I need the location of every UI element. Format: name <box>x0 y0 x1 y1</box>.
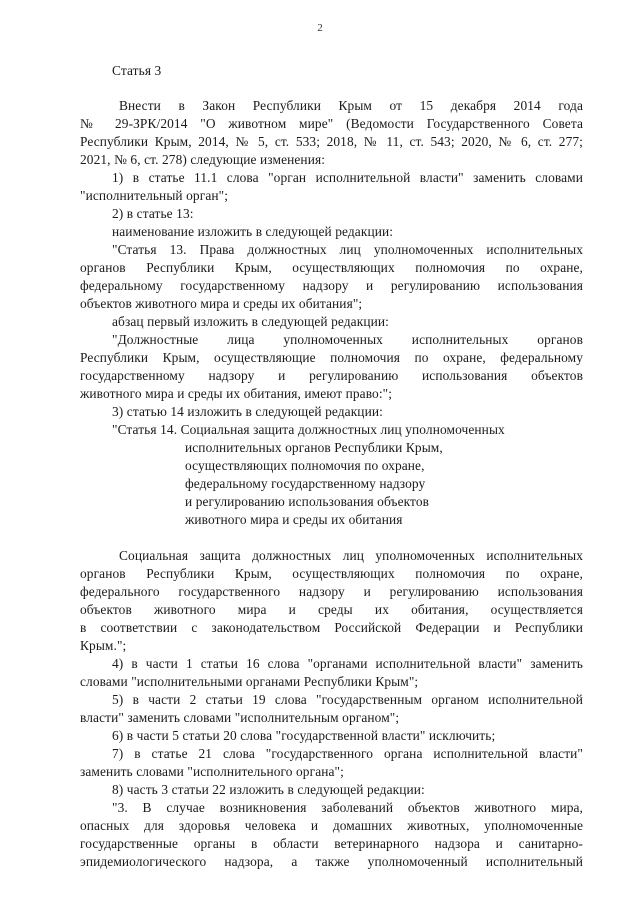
paragraph-line: "Должностные лица уполномоченных исполнительных органов <box>112 332 583 347</box>
paragraph-line: федерального государственного надзору и регулированию использования <box>80 584 583 599</box>
paragraph-line: наименование изложить в следующей редакции: <box>112 224 394 239</box>
paragraph-line: Внести в Закон Республики Крым от 15 декабря 2014 года <box>119 98 583 113</box>
article-heading-line: "Статья 14. Социальная защита должностных лиц уполномоченных <box>112 422 505 437</box>
paragraph-line: эпидемиологического надзора, а также уполномоченный исполнительный <box>80 854 583 869</box>
paragraph-line: 1) в статье 11.1 слова "орган исполнительной власти" заменить словами <box>112 170 583 185</box>
paragraph-line: "3. В случае возникновения заболеваний объектов животного мира, <box>112 800 583 815</box>
article-title: Статья 3 <box>112 63 162 78</box>
page-number: 2 <box>317 22 323 34</box>
paragraph-line: "Статья 13. Права должностных лиц уполномоченных исполнительных <box>112 242 583 257</box>
article-heading-line: федеральному государственному надзору <box>185 476 426 491</box>
paragraph-line: абзац первый изложить в следующей редакции: <box>112 314 389 329</box>
paragraph-line: объектов животного мира и среды их обитания"; <box>80 296 363 311</box>
paragraph-line: 4) в части 1 статьи 16 слова "органами исполнительной власти" заменить <box>112 656 583 671</box>
paragraph-line: объектов животного мира и среды их обитания, осуществляется <box>80 602 583 617</box>
paragraph-line: 3) статью 14 изложить в следующей редакции: <box>112 404 383 419</box>
paragraph-line: 8) часть 3 статьи 22 изложить в следующей редакции: <box>112 782 425 797</box>
paragraph-line: 6) в части 5 статьи 20 слова "государственной власти" исключить; <box>112 728 496 743</box>
paragraph-line: Крым."; <box>80 638 127 653</box>
paragraph-line: 7) в статье 21 слова "государственного органа исполнительной власти" <box>112 746 583 761</box>
paragraph-line: заменить словами "исполнительного органа"; <box>80 764 344 779</box>
paragraph-line: органов Республики Крым, осуществляющих полномочия по охране, <box>80 260 583 275</box>
paragraph-line: 5) в части 2 статьи 19 слова "государственным органом исполнительной <box>112 692 583 707</box>
paragraph-line: в соответствии с законодательством Российской Федерации и Республики <box>80 620 583 635</box>
article-heading-line: и регулированию использования объектов <box>185 494 430 509</box>
paragraph-line: Республики Крым, 2014, № 5, ст. 533; 2018, № 11, ст. 543; 2020, № 6, ст. 277; <box>80 134 583 149</box>
paragraph-line: опасных для здоровья человека и домашних животных, уполномоченные <box>80 818 583 833</box>
paragraph-line: государственному надзору и регулированию использования объектов <box>80 368 583 383</box>
paragraph-line: животного мира и среды их обитания, имеют право:"; <box>80 386 393 401</box>
article-heading-line: животного мира и среды их обитания <box>185 512 403 527</box>
paragraph-line: № 29-ЗРК/2014 "О животном мире" (Ведомости Государственного Совета <box>80 116 583 131</box>
paragraph-line: 2021, № 6, ст. 278) следующие изменения: <box>80 152 326 167</box>
paragraph-line: Социальная защита должностных лиц уполномоченных исполнительных <box>119 548 583 563</box>
paragraph-line: федеральному государственному надзору и регулированию использования <box>80 278 583 293</box>
paragraph-line: "исполнительный орган"; <box>80 188 229 203</box>
paragraph-line: словами "исполнительными органами Республики Крым"; <box>80 674 419 689</box>
paragraph-line: органов Республики Крым, осуществляющих полномочия по охране, <box>80 566 583 581</box>
article-heading-line: исполнительных органов Республики Крым, <box>185 440 443 455</box>
paragraph-line: Республики Крым, осуществляющие полномочия по охране, федеральному <box>80 350 583 365</box>
paragraph-line: государственные органы в области ветеринарного надзора и санитарно- <box>80 836 583 851</box>
paragraph-line: 2) в статье 13: <box>112 206 194 221</box>
article-heading-line: осуществляющих полномочия по охране, <box>185 458 425 473</box>
paragraph-line: власти" заменить словами "исполнительным органом"; <box>80 710 400 725</box>
